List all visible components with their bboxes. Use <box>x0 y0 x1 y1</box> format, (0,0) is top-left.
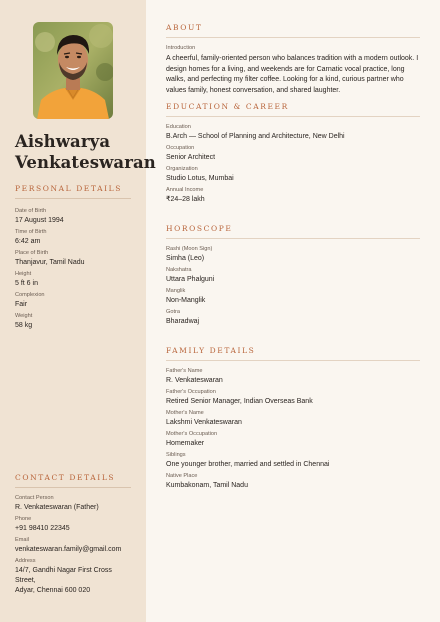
field-manglik <box>166 288 420 306</box>
field-label: Manglik <box>166 288 186 294</box>
personal-details-section <box>15 184 131 334</box>
field-label: Organization <box>166 166 198 172</box>
contact-details-title: CONTACT DETAILS <box>15 473 131 488</box>
field-date-of-birth <box>15 208 131 226</box>
field-value: venkateswaran.family@gmail.com <box>15 546 122 553</box>
field-label: Height <box>15 271 32 277</box>
field-nakshatra <box>166 267 420 285</box>
name-last: Venkateswaran <box>15 153 156 172</box>
field-value: Studio Lotus, Mumbai <box>166 175 234 182</box>
personal-details-title: PERSONAL DETAILS <box>15 184 131 199</box>
name-first: Aishwarya <box>15 132 111 151</box>
field-value: ₹24–28 lakh <box>166 196 205 203</box>
field-gotra <box>166 309 420 327</box>
field-label: Complexion <box>15 292 45 298</box>
main-content <box>146 0 440 622</box>
field-label: Gotra <box>166 309 180 315</box>
field-value: Thanjavur, Tamil Nadu <box>15 259 85 266</box>
field-value: 17 August 1994 <box>15 217 64 224</box>
field-value: Non-Manglik <box>166 297 206 304</box>
field-time-of-birth <box>15 229 131 247</box>
portrait-image <box>33 22 113 119</box>
field-organization <box>166 166 420 184</box>
field-label: Weight <box>15 313 33 319</box>
field-value: R. Venkateswaran (Father) <box>15 504 99 511</box>
about-section <box>166 23 420 96</box>
field-label: Education <box>166 124 191 130</box>
field-label: Email <box>15 537 29 543</box>
field-value-line: Adyar, Chennai 600 020 <box>15 587 91 594</box>
field-label: Nakshatra <box>166 267 192 273</box>
field-value: Lakshmi Venkateswaran <box>166 419 242 426</box>
field-label: Time of Birth <box>15 229 47 235</box>
field-fathers-occupation <box>166 389 420 407</box>
field-education <box>166 124 420 142</box>
field-label: Phone <box>15 516 32 522</box>
field-label: Mother's Occupation <box>166 431 218 437</box>
field-annual-income <box>166 187 420 205</box>
field-label: Address <box>15 558 36 564</box>
field-value: R. Venkateswaran <box>166 377 223 384</box>
field-occupation <box>166 145 420 163</box>
field-height <box>15 271 131 289</box>
field-value: Bharadwaj <box>166 318 200 325</box>
field-contact-person <box>15 495 131 513</box>
field-native-place <box>166 473 420 491</box>
field-weight <box>15 313 131 331</box>
profile-name <box>15 131 156 173</box>
field-email <box>15 537 131 555</box>
field-label: Place of Birth <box>15 250 49 256</box>
field-value: +91 98410 22345 <box>15 525 70 532</box>
field-value: One younger brother, married and settled in Chennai <box>166 461 330 468</box>
field-label: Rashi (Moon Sign) <box>166 246 213 252</box>
field-value: 5 ft 6 in <box>15 280 38 287</box>
field-value: Kumbakonam, Tamil Nadu <box>166 482 248 489</box>
horoscope-title: HOROSCOPE <box>166 224 420 239</box>
field-label: Occupation <box>166 145 195 151</box>
about-title: ABOUT <box>166 23 420 38</box>
education-career-section <box>166 102 420 208</box>
field-value-line: 14/7, Gandhi Nagar First Cross <box>15 567 112 574</box>
horoscope-section <box>166 224 420 330</box>
field-label: Siblings <box>166 452 186 458</box>
field-label: Annual Income <box>166 187 204 193</box>
field-value: Homemaker <box>166 440 205 447</box>
sidebar <box>0 0 156 622</box>
field-phone <box>15 516 131 534</box>
field-label: Date of Birth <box>15 208 47 214</box>
field-complexion <box>15 292 131 310</box>
field-value: Retired Senior Manager, Indian Overseas Bank <box>166 398 313 405</box>
field-value: Fair <box>15 301 28 308</box>
field-mothers-name <box>166 410 420 428</box>
field-place-of-birth <box>15 250 131 268</box>
field-mothers-occupation <box>166 431 420 449</box>
field-address <box>15 558 131 596</box>
profile-photo <box>33 22 113 119</box>
family-details-title: FAMILY DETAILS <box>166 346 420 361</box>
family-details-section <box>166 346 420 494</box>
field-label: Father's Occupation <box>166 389 216 395</box>
field-value: Uttara Phalguni <box>166 276 215 283</box>
field-fathers-name <box>166 368 420 386</box>
education-career-title: EDUCATION & CAREER <box>166 102 420 117</box>
field-value: Simha (Leo) <box>166 255 205 262</box>
field-siblings <box>166 452 420 470</box>
field-value: 6:42 am <box>15 238 41 245</box>
field-value: 58 kg <box>15 322 33 329</box>
field-label: Native Place <box>166 473 198 479</box>
field-value: B.Arch — School of Planning and Architecture, New Delhi <box>166 133 345 140</box>
field-label: Father's Name <box>166 368 203 374</box>
field-label: Contact Person <box>15 495 54 501</box>
field-value-line: Street, <box>15 577 36 584</box>
contact-details-section <box>15 473 131 599</box>
field-value: Senior Architect <box>166 154 216 161</box>
field-rashi <box>166 246 420 264</box>
field-label: Mother's Name <box>166 410 204 416</box>
introduction-label: Introduction <box>166 45 196 51</box>
introduction-text: A cheerful, family-oriented person who balances tradition with a modern outlook. I design homes for a living, and weekends are for Carnatic vocal practice, long walks, and perfecting my filter coffee. Looking for a kind, curious partner who values family, honest conversation, and shared laughter. <box>166 55 419 94</box>
